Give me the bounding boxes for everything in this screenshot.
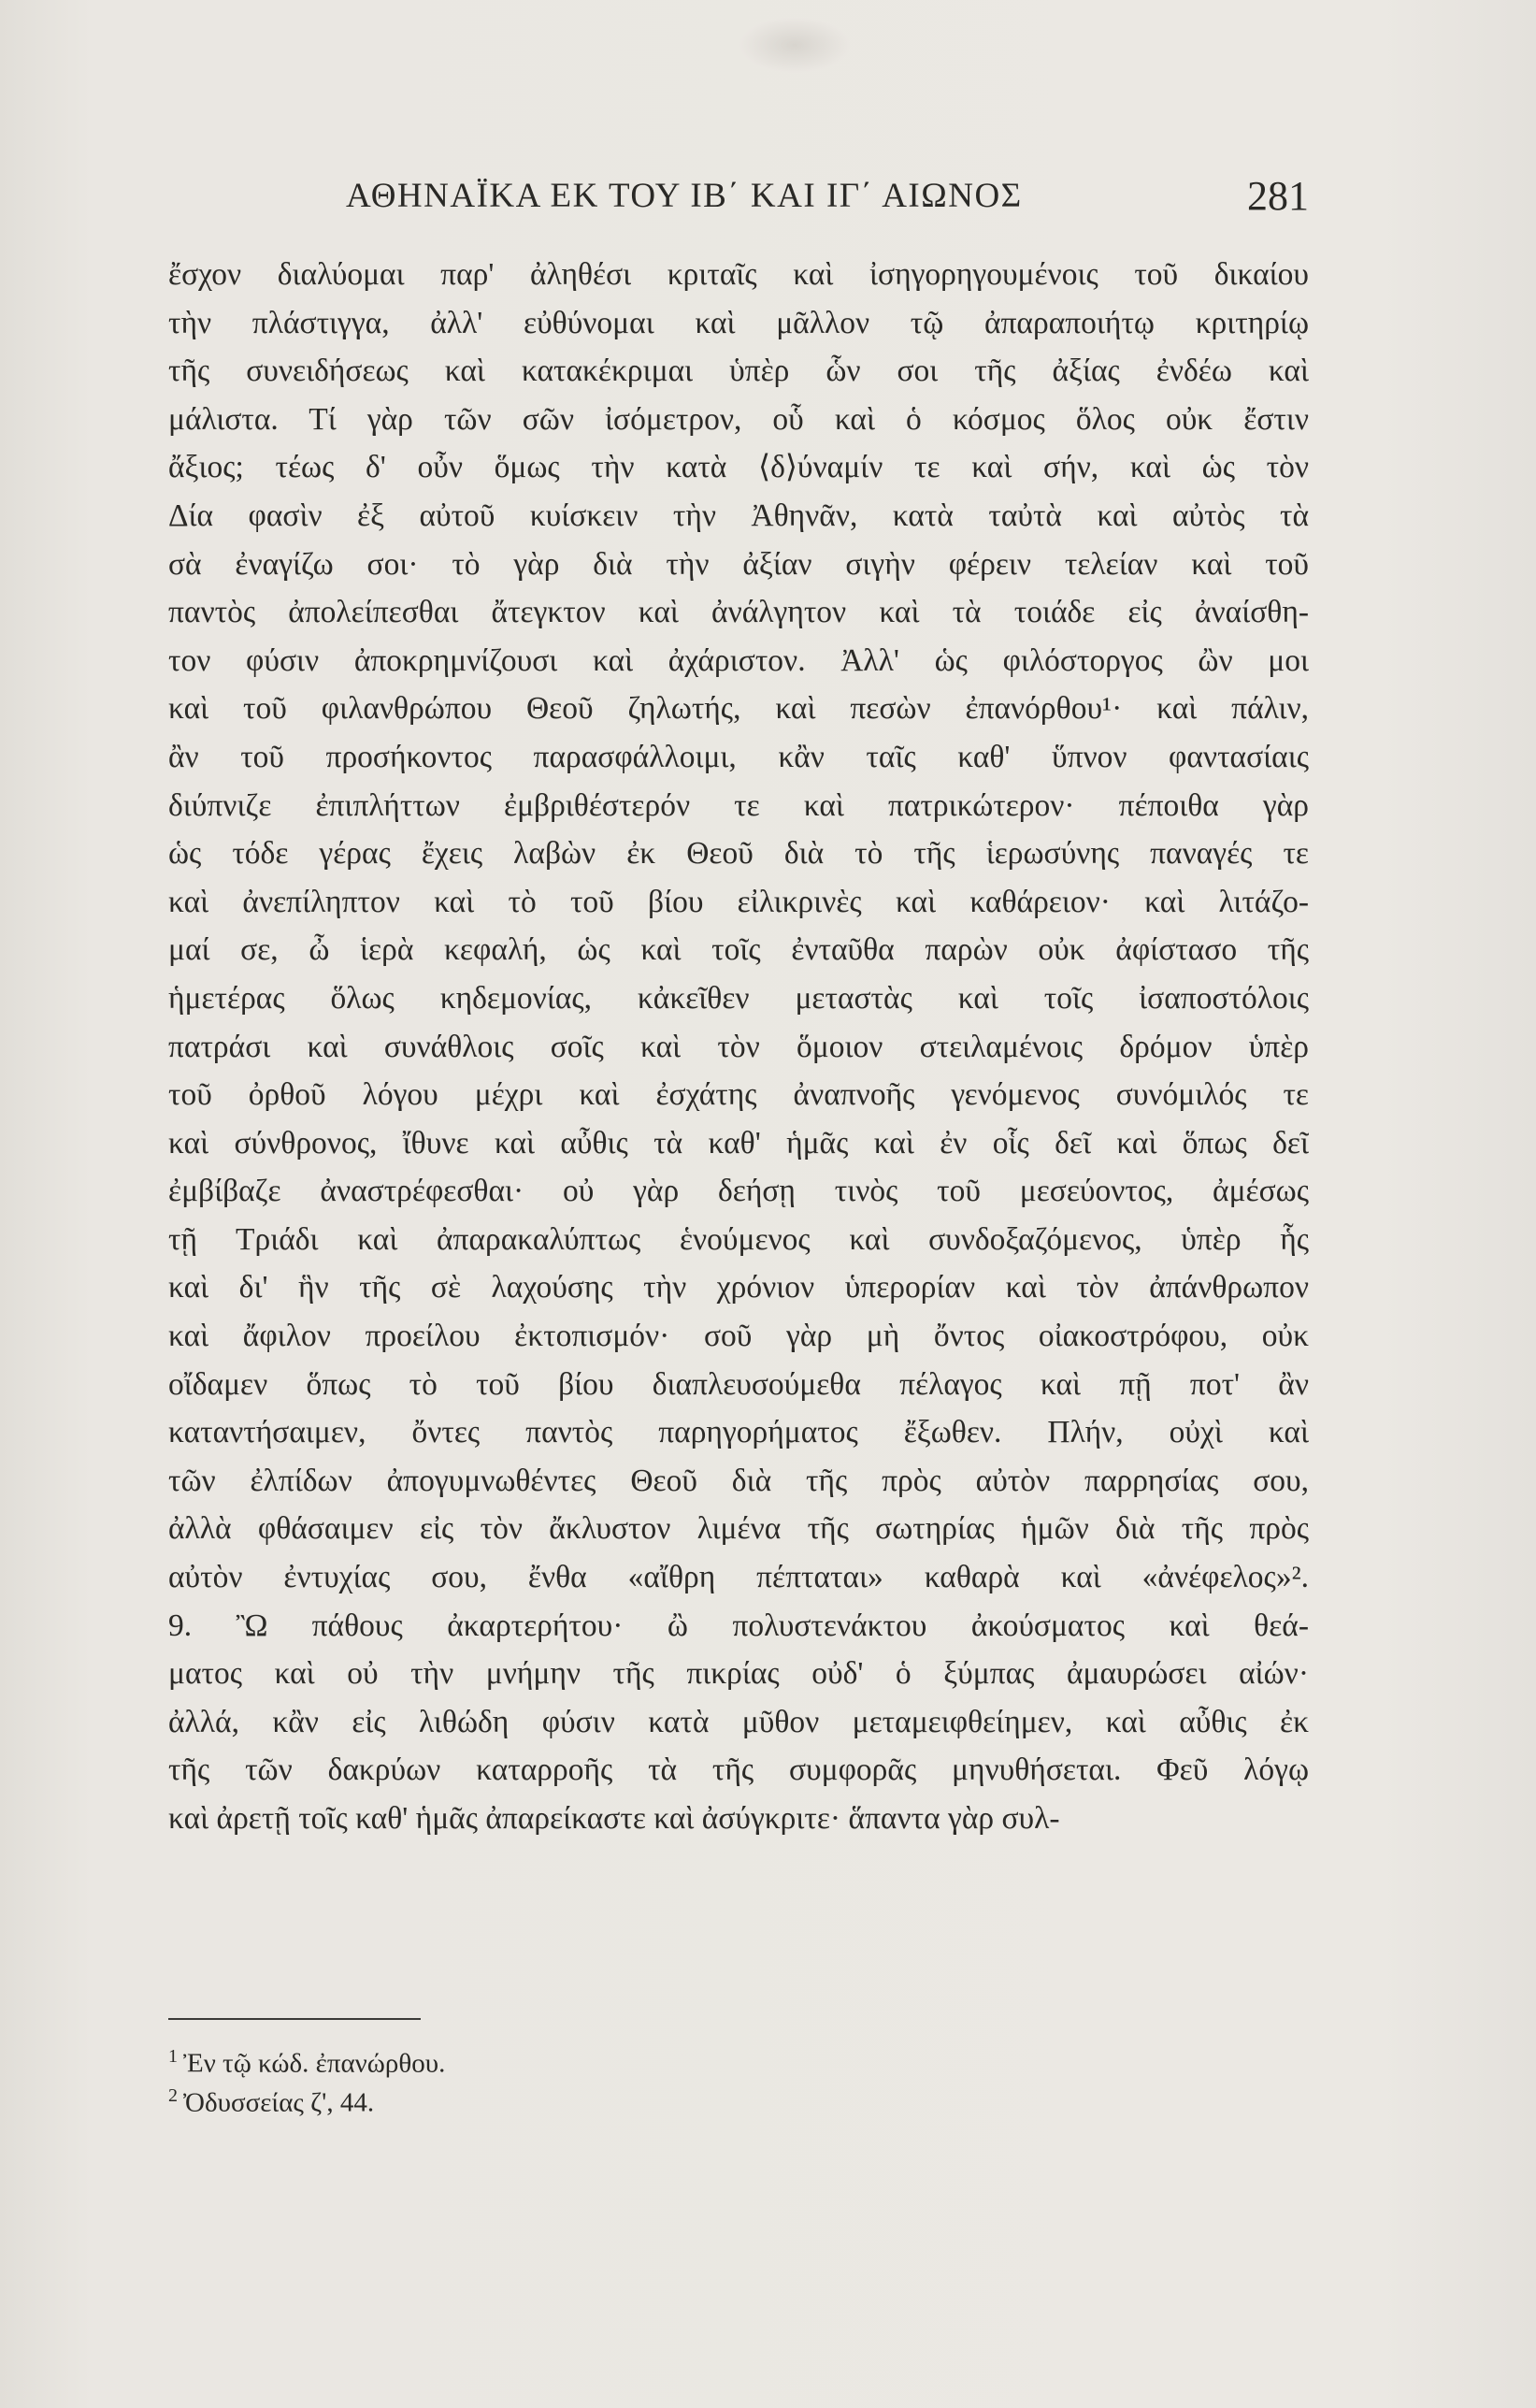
text-line: καὶ ἄφιλον προείλου ἐκτοπισμόν· σοῦ γὰρ μὴ ὄντος οἰακοστρόφου, οὐκ (168, 1319, 1309, 1354)
text-line: ἔσχον διαλύομαι παρ' ἀληθέσι κριταῖς καὶ ἰσηγορηγουμένοις τοῦ δικαίου (168, 257, 1309, 292)
text-line: ἀλλὰ φθάσαιμεν εἰς τὸν ἄκλυστον λιμένα τῆς σωτηρίας ἡμῶν διὰ τῆς πρὸς (168, 1511, 1309, 1547)
text-line: καὶ ἀνεπίληπτον καὶ τὸ τοῦ βίου εἰλικρινὲς καὶ καθάρειον· καὶ λιτάζο- (168, 884, 1309, 919)
text-line: καὶ σύνθρονος, ἴθυνε καὶ αὖθις τὰ καθ' ἡμᾶς καὶ ἐν οἷς δεῖ καὶ ὅπως δεῖ (168, 1125, 1309, 1161)
text-line: καὶ δι' ἣν τῆς σὲ λαχούσης τὴν χρόνιον ὑπερορίαν καὶ τὸν ἀπάνθρωπον (168, 1270, 1309, 1305)
text-line: ἄξιος; τέως δ' οὖν ὅμως τὴν κατὰ ⟨δ⟩ύναμίν τε καὶ σήν, καὶ ὡς τὸν (168, 450, 1309, 485)
footnotes (168, 2037, 823, 2118)
text-line: διύπνιζε ἐπιπλήττων ἐμβριθέστερόν τε καὶ πατρικώτερον· πέποιθα γὰρ (168, 787, 1309, 823)
text-line: ἀλλά, κἂν εἰς λιθώδη φύσιν κατὰ μῦθον μεταμειφθείημεν, καὶ αὖθις ἐκ (168, 1704, 1309, 1739)
footnote (168, 2076, 823, 2118)
page-header (346, 173, 1309, 224)
text-line: μάλιστα. Τί γὰρ τῶν σῶν ἰσόμετρον, οὗ καὶ ὁ κόσμος ὅλος οὐκ ἔστιν (168, 401, 1309, 437)
text-line: τῇ Τριάδι καὶ ἀπαρακαλύπτως ἑνούμενος καὶ συνδοξαζόμενος, ὑπὲρ ἧς (168, 1221, 1309, 1257)
text-line: καὶ τοῦ φιλανθρώπου Θεοῦ ζηλωτής, καὶ πεσὼν ἐπανόρθου¹· καὶ πάλιν, (168, 691, 1309, 727)
text-line: καὶ ἀρετῇ τοῖς καθ' ἡμᾶς ἀπαρείκαστε καὶ ἀσύγκριτε· ἅπαντα γὰρ συλ- (168, 1801, 1060, 1836)
text-line: πατράσι καὶ συνάθλοις σοῖς καὶ τὸν ὅμοιον στειλαμένοις δρόμον ὑπὲρ (168, 1029, 1309, 1064)
text-line: ὡς τόδε γέρας ἔχεις λαβὼν ἐκ Θεοῦ διὰ τὸ τῆς ἱερωσύνης παναγές τε (168, 836, 1309, 872)
text-line: τοῦ ὀρθοῦ λόγου μέχρι καὶ ἐσχάτης ἀναπνοῆς γενόμενος συνόμιλός τε (168, 1077, 1309, 1113)
page-number: 281 (1247, 173, 1309, 219)
text-line: τῆς τῶν δακρύων καταρροῆς τὰ τῆς συμφορᾶς μηνυθήσεται. Φεῦ λόγῳ (168, 1752, 1309, 1788)
text-line: αὐτὸν ἐντυχίας σου, ἔνθα «αἴθρη πέπταται» καθαρὰ καὶ «ἀνέφελος»². (168, 1560, 1309, 1595)
text-line: τον φύσιν ἀποκρημνίζουσι καὶ ἀχάριστον. Ἀλλ' ὡς φιλόστοργος ὢν μοι (168, 642, 1309, 678)
text-line: σὰ ἐναγίζω σοι· τὸ γὰρ διὰ τὴν ἀξίαν σιγὴν φέρειν τελείαν καὶ τοῦ (168, 546, 1309, 582)
text-line: μαί σε, ὦ ἱερὰ κεφαλή, ὡς καὶ τοῖς ἐνταῦθα παρὼν οὐκ ἀφίστασο τῆς (168, 932, 1309, 968)
text-line: τὴν πλάστιγγα, ἀλλ' εὐθύνομαι καὶ μᾶλλον τῷ ἀπαραποιήτῳ κριτηρίῳ (168, 305, 1309, 340)
text-line: ἂν τοῦ προσήκοντος παρασφάλλοιμι, κἂν ταῖς καθ' ὕπνον φαντασίαις (168, 739, 1309, 774)
main-text (168, 251, 1309, 1843)
text-line: 9. Ὢ πάθους ἀκαρτερήτου· ὢ πολυστενάκτου ἀκούσματος καὶ θεά- (168, 1608, 1309, 1643)
text-line: καταντήσαιμεν, ὄντες παντὸς παρηγορήματος ἔξωθεν. Πλήν, οὐχὶ καὶ (168, 1415, 1309, 1450)
text-line: παντὸς ἀπολείπεσθαι ἄτεγκτον καὶ ἀνάλγητον καὶ τὰ τοιάδε εἰς ἀναίσθη- (168, 595, 1309, 630)
footnote-text: Ὀδυσσείας ζ', 44. (183, 2087, 375, 2118)
footnote-divider (168, 2018, 421, 2020)
paper-smudge (739, 17, 851, 73)
text-line: ἐμβίβαζε ἀναστρέφεσθαι· οὐ γὰρ δεήσῃ τινὸς τοῦ μεσεύοντος, ἀμέσως (168, 1174, 1309, 1209)
text-line: ματος καὶ οὐ τὴν μνήμην τῆς πικρίας οὐδ' ὁ ξύμπας ἀμαυρώσει αἰών· (168, 1656, 1309, 1692)
footnote-mark: 1 (168, 2046, 178, 2067)
text-line: τῆς συνειδήσεως καὶ κατακέκριμαι ὑπὲρ ὧν σοι τῆς ἀξίας ἐνδέω καὶ (168, 353, 1309, 389)
footnote-text: Ἐν τῷ κώδ. ἐπανώρθου. (183, 2048, 446, 2079)
footnote (168, 2037, 823, 2079)
text-line: οἴδαμεν ὅπως τὸ τοῦ βίου διαπλευσούμεθα πέλαγος καὶ πῇ ποτ' ἂν (168, 1366, 1309, 1402)
text-line: ἡμετέρας ὅλως κηδεμονίας, κἀκεῖθεν μεταστὰς καὶ τοῖς ἰσαποστόλοις (168, 980, 1309, 1016)
text-line: Δία φασὶν ἐξ αὐτοῦ κυίσκειν τὴν Ἀθηνᾶν, κατὰ ταὐτὰ καὶ αὐτὸς τὰ (168, 497, 1309, 533)
footnote-mark: 2 (168, 2085, 178, 2106)
text-line: τῶν ἐλπίδων ἀπογυμνωθέντες Θεοῦ διὰ τῆς πρὸς αὐτὸν παρρησίας σου, (168, 1463, 1309, 1498)
running-title: ΑΘΗΝΑΪΚΑ ΕΚ ΤΟΥ ΙΒ΄ ΚΑΙ ΙΓ΄ ΑΙΩΝΟΣ (346, 177, 1023, 215)
